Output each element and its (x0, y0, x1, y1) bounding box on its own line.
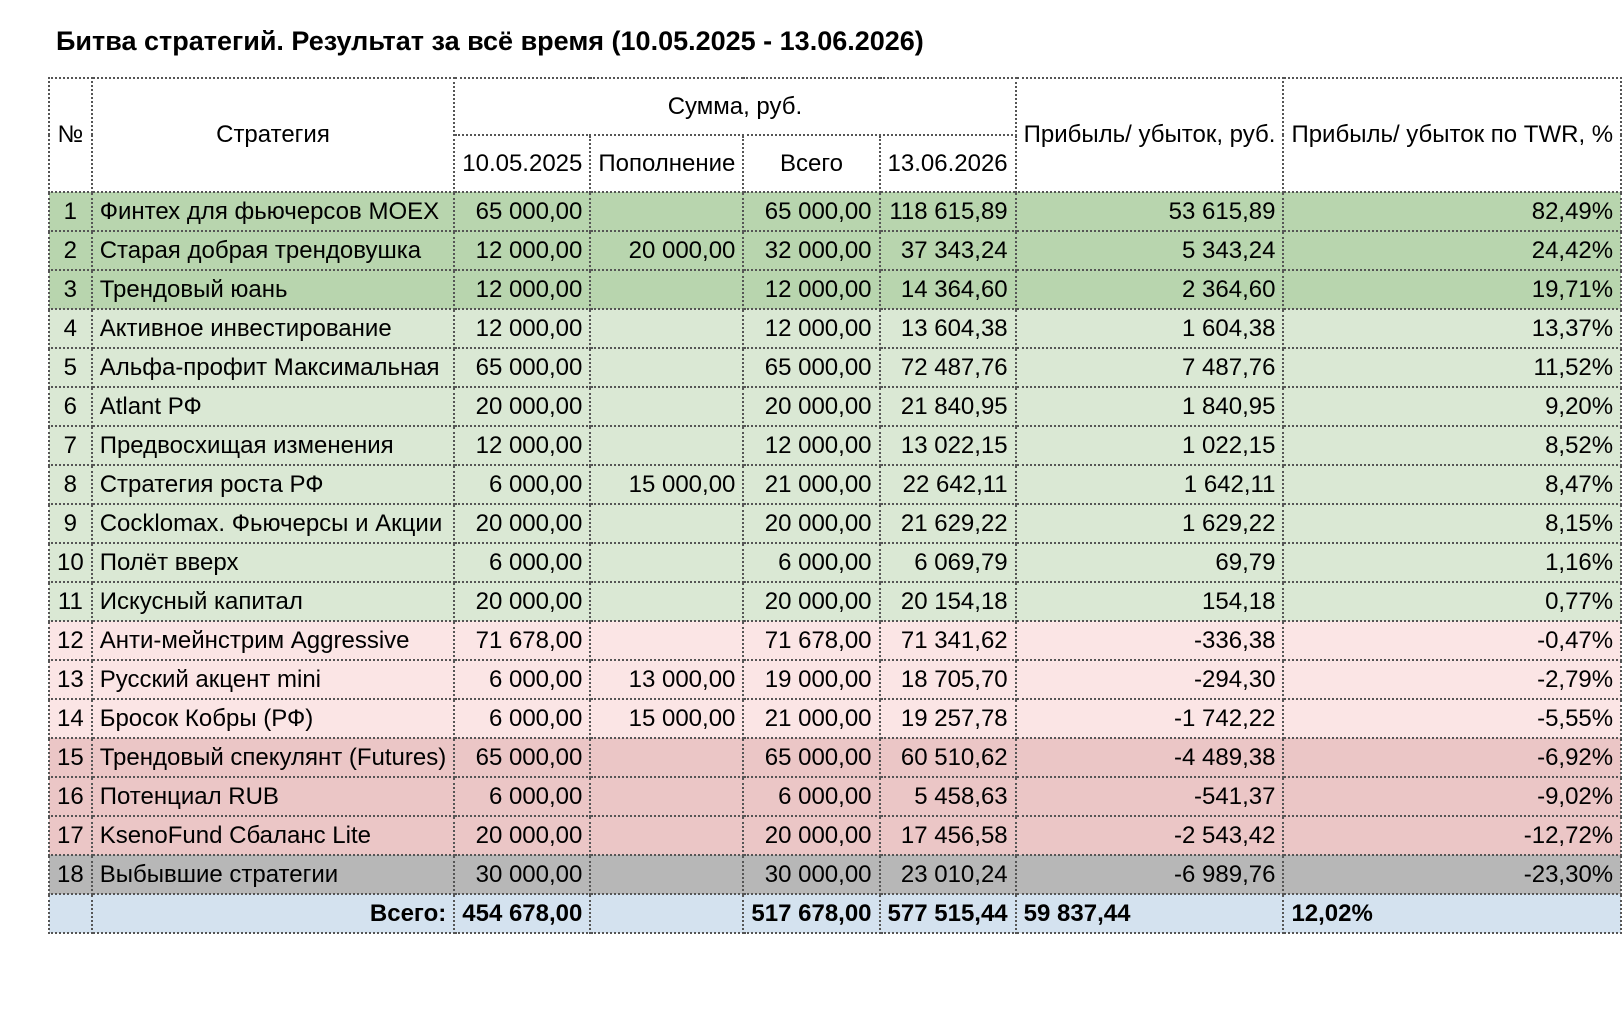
header-number: № (49, 78, 92, 192)
table-row (49, 426, 1621, 465)
table-row (49, 777, 1621, 816)
cell-strategy: Активное инвестирование (92, 309, 455, 348)
cell-strategy: Искусный капитал (92, 582, 455, 621)
cell-end: 37 343,24 (880, 231, 1016, 270)
cell-start: 20 000,00 (454, 387, 590, 426)
cell-start: 65 000,00 (454, 348, 590, 387)
cell-topup: 15 000,00 (590, 465, 743, 504)
cell-start: 12 000,00 (454, 309, 590, 348)
cell-topup: 13 000,00 (590, 660, 743, 699)
cell-profit: 1 629,22 (1016, 504, 1284, 543)
cell-twr: -9,02% (1283, 777, 1621, 816)
cell-profit: 1 840,95 (1016, 387, 1284, 426)
cell-topup (590, 621, 743, 660)
cell-profit: 69,79 (1016, 543, 1284, 582)
cell-topup (590, 348, 743, 387)
cell-twr: -23,30% (1283, 855, 1621, 894)
cell-end: 13 022,15 (880, 426, 1016, 465)
cell-total: 20 000,00 (743, 582, 879, 621)
header-topup: Пополнение (590, 135, 743, 192)
cell-topup (590, 816, 743, 855)
cell-profit: 1 022,15 (1016, 426, 1284, 465)
cell-twr: 8,15% (1283, 504, 1621, 543)
cell-total: 65 000,00 (743, 348, 879, 387)
cell-profit: -2 543,42 (1016, 816, 1284, 855)
cell-strategy: Финтех для фьючерсов MOEX (92, 192, 455, 231)
cell-start: 65 000,00 (454, 738, 590, 777)
totals-empty-cell (49, 894, 92, 933)
table-row (49, 192, 1621, 231)
cell-twr: -5,55% (1283, 699, 1621, 738)
cell-start: 6 000,00 (454, 699, 590, 738)
cell-end: 118 615,89 (880, 192, 1016, 231)
cell-end: 71 341,62 (880, 621, 1016, 660)
cell-twr: 19,71% (1283, 270, 1621, 309)
cell-twr: 8,52% (1283, 426, 1621, 465)
cell-end: 5 458,63 (880, 777, 1016, 816)
cell-profit: -294,30 (1016, 660, 1284, 699)
cell-start: 65 000,00 (454, 192, 590, 231)
totals-profit: 59 837,44 (1016, 894, 1284, 933)
cell-strategy: Бросок Кобры (РФ) (92, 699, 455, 738)
table-row (49, 816, 1621, 855)
cell-profit: -6 989,76 (1016, 855, 1284, 894)
cell-profit: 1 642,11 (1016, 465, 1284, 504)
cell-strategy: Старая добрая трендовушка (92, 231, 455, 270)
totals-end: 577 515,44 (880, 894, 1016, 933)
cell-profit: 2 364,60 (1016, 270, 1284, 309)
table-row (49, 543, 1621, 582)
cell-end: 21 629,22 (880, 504, 1016, 543)
cell-total: 12 000,00 (743, 270, 879, 309)
cell-strategy: Выбывшие стратегии (92, 855, 455, 894)
page-title: Битва стратегий. Результат за всё время (10.05.2025 - 13.06.2026) (56, 26, 924, 56)
cell-topup (590, 270, 743, 309)
cell-topup: 20 000,00 (590, 231, 743, 270)
cell-twr: 8,47% (1283, 465, 1621, 504)
cell-start: 20 000,00 (454, 504, 590, 543)
table-row (49, 738, 1621, 777)
cell-start: 71 678,00 (454, 621, 590, 660)
cell-start: 12 000,00 (454, 231, 590, 270)
cell-end: 18 705,70 (880, 660, 1016, 699)
cell-profit: 7 487,76 (1016, 348, 1284, 387)
cell-total: 19 000,00 (743, 660, 879, 699)
cell-twr: 82,49% (1283, 192, 1621, 231)
cell-total: 71 678,00 (743, 621, 879, 660)
cell-number: 8 (49, 465, 92, 504)
cell-end: 17 456,58 (880, 816, 1016, 855)
cell-number: 10 (49, 543, 92, 582)
cell-end: 19 257,78 (880, 699, 1016, 738)
cell-number: 5 (49, 348, 92, 387)
cell-profit: -336,38 (1016, 621, 1284, 660)
cell-total: 32 000,00 (743, 231, 879, 270)
cell-start: 6 000,00 (454, 777, 590, 816)
cell-start: 12 000,00 (454, 426, 590, 465)
table-row (49, 465, 1621, 504)
cell-profit: -541,37 (1016, 777, 1284, 816)
header-profit-twr: Прибыль/ убыток по TWR, % (1283, 78, 1621, 192)
totals-twr: 12,02% (1283, 894, 1621, 933)
cell-twr: 11,52% (1283, 348, 1621, 387)
cell-strategy: Альфа-профит Максимальная (92, 348, 455, 387)
totals-label: Всего: (92, 894, 455, 933)
table-row (49, 855, 1621, 894)
cell-total: 65 000,00 (743, 192, 879, 231)
cell-topup (590, 582, 743, 621)
cell-topup (590, 738, 743, 777)
cell-number: 18 (49, 855, 92, 894)
cell-twr: 0,77% (1283, 582, 1621, 621)
cell-strategy: Стратегия роста РФ (92, 465, 455, 504)
cell-end: 72 487,76 (880, 348, 1016, 387)
cell-number: 14 (49, 699, 92, 738)
header-end-date: 13.06.2026 (880, 135, 1016, 192)
cell-twr: -6,92% (1283, 738, 1621, 777)
header-start-date: 10.05.2025 (454, 135, 590, 192)
cell-start: 6 000,00 (454, 543, 590, 582)
cell-profit: -4 489,38 (1016, 738, 1284, 777)
cell-profit: 154,18 (1016, 582, 1284, 621)
cell-start: 20 000,00 (454, 582, 590, 621)
cell-strategy: Русский акцент mini (92, 660, 455, 699)
table-row (49, 348, 1621, 387)
cell-topup (590, 777, 743, 816)
cell-number: 9 (49, 504, 92, 543)
cell-number: 16 (49, 777, 92, 816)
cell-strategy: Предвосхищая изменения (92, 426, 455, 465)
cell-topup (590, 426, 743, 465)
cell-total: 30 000,00 (743, 855, 879, 894)
cell-twr: -12,72% (1283, 816, 1621, 855)
cell-topup (590, 192, 743, 231)
cell-profit: 5 343,24 (1016, 231, 1284, 270)
cell-topup (590, 543, 743, 582)
cell-end: 60 510,62 (880, 738, 1016, 777)
cell-topup (590, 309, 743, 348)
table-row (49, 309, 1621, 348)
cell-end: 22 642,11 (880, 465, 1016, 504)
totals-row (49, 894, 1621, 933)
cell-total: 20 000,00 (743, 816, 879, 855)
results-table (48, 77, 1622, 934)
cell-end: 23 010,24 (880, 855, 1016, 894)
cell-strategy: KsenoFund Сбаланс Lite (92, 816, 455, 855)
cell-topup: 15 000,00 (590, 699, 743, 738)
cell-strategy: Полёт вверх (92, 543, 455, 582)
cell-number: 11 (49, 582, 92, 621)
cell-end: 6 069,79 (880, 543, 1016, 582)
header-strategy: Стратегия (92, 78, 455, 192)
cell-number: 6 (49, 387, 92, 426)
cell-twr: 13,37% (1283, 309, 1621, 348)
cell-end: 13 604,38 (880, 309, 1016, 348)
cell-total: 6 000,00 (743, 777, 879, 816)
cell-total: 6 000,00 (743, 543, 879, 582)
cell-profit: 53 615,89 (1016, 192, 1284, 231)
cell-twr: 1,16% (1283, 543, 1621, 582)
cell-end: 21 840,95 (880, 387, 1016, 426)
totals-topup (590, 894, 743, 933)
cell-start: 20 000,00 (454, 816, 590, 855)
cell-topup (590, 855, 743, 894)
table-row (49, 582, 1621, 621)
cell-number: 1 (49, 192, 92, 231)
cell-total: 21 000,00 (743, 465, 879, 504)
header-sum-group: Сумма, руб. (454, 78, 1015, 135)
table-row (49, 660, 1621, 699)
cell-strategy: Atlant РФ (92, 387, 455, 426)
cell-start: 12 000,00 (454, 270, 590, 309)
totals-total: 517 678,00 (743, 894, 879, 933)
cell-start: 30 000,00 (454, 855, 590, 894)
cell-number: 17 (49, 816, 92, 855)
totals-start: 454 678,00 (454, 894, 590, 933)
cell-profit: 1 604,38 (1016, 309, 1284, 348)
cell-topup (590, 387, 743, 426)
cell-total: 20 000,00 (743, 387, 879, 426)
header-total: Всего (743, 135, 879, 192)
cell-total: 20 000,00 (743, 504, 879, 543)
cell-number: 3 (49, 270, 92, 309)
cell-start: 6 000,00 (454, 465, 590, 504)
cell-twr: 9,20% (1283, 387, 1621, 426)
header-profit-rub: Прибыль/ убыток, руб. (1016, 78, 1284, 192)
cell-number: 4 (49, 309, 92, 348)
cell-strategy: Cocklomax. Фьючерсы и Акции (92, 504, 455, 543)
cell-total: 21 000,00 (743, 699, 879, 738)
cell-end: 14 364,60 (880, 270, 1016, 309)
table-row (49, 387, 1621, 426)
table-body (49, 192, 1621, 894)
cell-twr: -2,79% (1283, 660, 1621, 699)
cell-total: 12 000,00 (743, 426, 879, 465)
cell-total: 65 000,00 (743, 738, 879, 777)
table-row (49, 699, 1621, 738)
cell-topup (590, 504, 743, 543)
cell-start: 6 000,00 (454, 660, 590, 699)
table-row (49, 621, 1621, 660)
cell-twr: -0,47% (1283, 621, 1621, 660)
cell-twr: 24,42% (1283, 231, 1621, 270)
cell-number: 15 (49, 738, 92, 777)
cell-end: 20 154,18 (880, 582, 1016, 621)
cell-total: 12 000,00 (743, 309, 879, 348)
cell-strategy: Анти-мейнстрим Aggressive (92, 621, 455, 660)
cell-number: 7 (49, 426, 92, 465)
cell-number: 2 (49, 231, 92, 270)
table-row (49, 270, 1621, 309)
cell-number: 13 (49, 660, 92, 699)
cell-number: 12 (49, 621, 92, 660)
cell-strategy: Потенциал RUB (92, 777, 455, 816)
cell-strategy: Трендовый спекулянт (Futures) (92, 738, 455, 777)
cell-profit: -1 742,22 (1016, 699, 1284, 738)
table-row (49, 504, 1621, 543)
table-row (49, 231, 1621, 270)
cell-strategy: Трендовый юань (92, 270, 455, 309)
